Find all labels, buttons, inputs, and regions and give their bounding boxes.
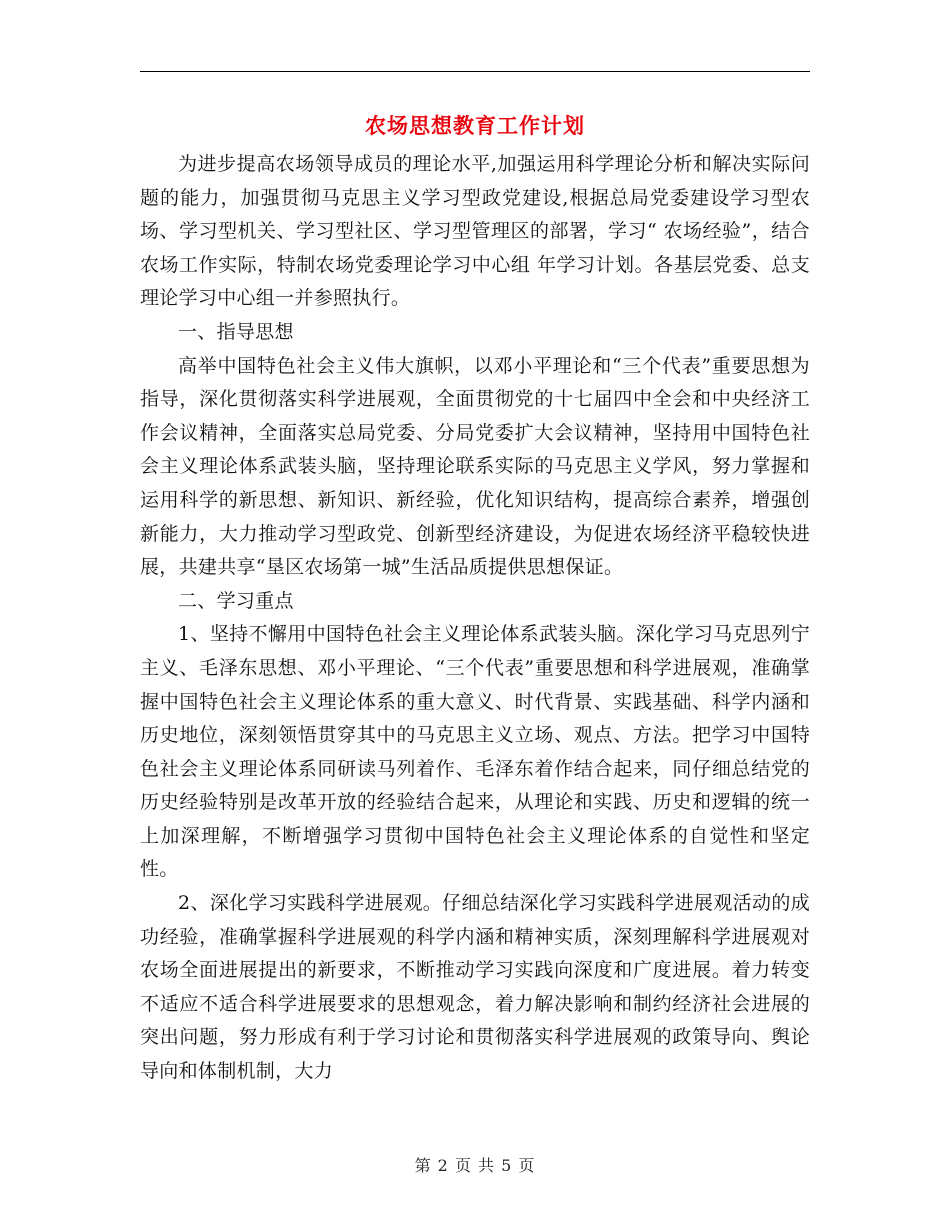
intro-paragraph: 为进步提高农场领导成员的理论水平,加强运用科学理论分析和解决实际问题的能力，加强贯彻马克思主义学习型政党建设,根据总局党委建设学习型农场、学习型机关、学习型社区、学习型管理区的部署，学习“ 农场经验”，结合农场工作实际，特制农场党委理论学习中心组 年学习计划。各基层党委、总支理论学习中心组一并参照执行。 (140, 153, 810, 310)
page-number-footer: 第 2 页 共 5 页 (414, 1156, 536, 1175)
study-focus-item-1: 1、坚持不懈用中国特色社会主义理论体系武装头脑。深化学习马克思列宁主义、毛泽东思想、邓小平理论、“三个代表”重要思想和科学进展观，准确掌握中国特色社会主义理论体系的重大意义、时代背景、实践基础、科学内涵和历史地位，深刻领悟贯穿其中的马克思主义立场、观点、方法。把学习中国特色社会主义理论体系同研读马列着作、毛泽东着作结合起来，同仔细总结党的历史经验特别是改革开放的经验结合起来，从理论和实践、历史和逻辑的统一上加深理解，不断增强学习贯彻中国特色社会主义理论体系的自觉性和坚定性。 (140, 623, 810, 881)
document-title: 农场思想教育工作计划 (365, 113, 585, 138)
document-body (140, 148, 810, 1089)
section-heading-study-focus: 二、学习重点 (178, 589, 294, 612)
header-rule (140, 71, 810, 72)
section-heading-guiding-thought: 一、指导思想 (178, 320, 294, 343)
guiding-thought-paragraph: 高举中国特色社会主义伟大旗帜，以邓小平理论和“三个代表”重要思想为指导，深化贯彻落实科学进展观，全面贯彻党的十七届四中全会和中央经济工作会议精神，全面落实总局党委、分局党委扩大会议精神，坚持用中国特色社会主义理论体系武装头脑，坚持理论联系实际的马克思主义学风，努力掌握和运用科学的新思想、新知识、新经验，优化知识结构，提高综合素养，增强创新能力，大力推动学习型政党、创新型经济建设，为促进农场经济平稳较快进展，共建共享“垦区农场第一城”生活品质提供思想保证。 (140, 354, 810, 579)
study-focus-item-2: 2、深化学习实践科学进展观。仔细总结深化学习实践科学进展观活动的成功经验，准确掌握科学进展观的科学内涵和精神实质，深刻理解科学进展观对农场全面进展提出的新要求，不断推动学习实践向深度和广度进展。着力转变不适应不适合科学进展要求的思想观念，着力解决影响和制约经济社会进展的突出问题，努力形成有利于学习讨论和贯彻落实科学进展观的政策导向、舆论导向和体制机制，大力 (140, 892, 810, 1083)
